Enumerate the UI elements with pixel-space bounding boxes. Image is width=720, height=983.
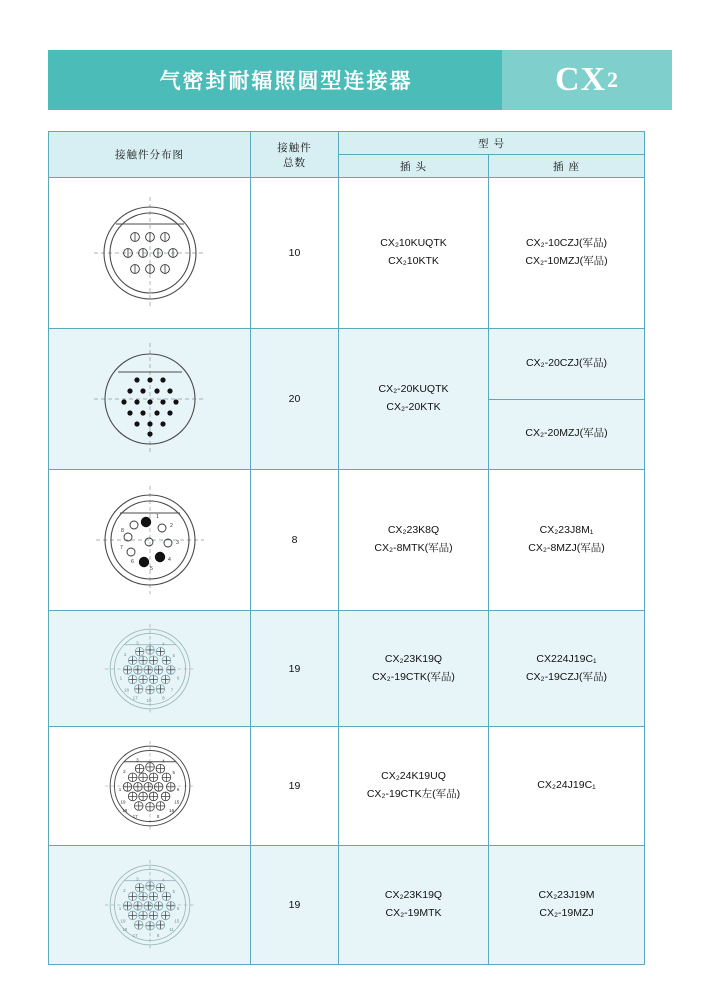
socket-model-cell [489,846,645,965]
product-code-badge [502,50,672,110]
connector-diagram-20 [49,329,250,469]
svg-text:5: 5 [172,652,175,658]
svg-text:7: 7 [170,687,173,693]
svg-text:8: 8 [120,528,124,534]
table-row [49,178,645,329]
socket-model-cell [489,329,645,400]
socket-model-line: CX₂-20CZJ(军品) [525,356,608,369]
svg-text:19: 19 [120,799,126,805]
table-body [49,178,645,965]
table-row [49,329,645,400]
header-row-1 [49,132,645,155]
connector-diagram-cell-4 [49,611,251,727]
header-picture: 接触件分布图 [49,132,251,178]
svg-text:18: 18 [123,687,129,693]
plug-model-cell [339,611,489,727]
plug-model-line: CX₂-20KTK [386,401,441,413]
plug-model-line: CX₂10KTK [388,255,439,267]
header-plug: 插 头 [339,155,489,178]
plug-model-cell [339,846,489,965]
contact-count-cell: 19 [251,611,339,727]
svg-text:7: 7 [119,545,123,551]
svg-text:8: 8 [161,694,165,700]
svg-text:19: 19 [120,918,126,924]
plug-model-line: CX₂-19MTK [385,907,442,919]
connector-diagram-cell-1 [49,178,251,329]
svg-text:16: 16 [168,808,174,813]
header-count-line2: 总数 [283,156,306,169]
svg-text:8: 8 [156,814,159,820]
svg-text:4: 4 [167,557,171,563]
plug-model-cell [339,727,489,846]
connector-diagram-cell-2 [49,329,251,470]
plug-model-cell [339,329,489,470]
connector-diagram-cell-5 [49,727,251,846]
plug-model-cell [339,470,489,611]
svg-text:6: 6 [176,787,179,793]
socket-model-line: CX₂-8MZJ(军品) [528,542,605,554]
svg-text:5: 5 [149,566,153,572]
plug-model-line: CX₂23K8Q [387,524,440,537]
svg-text:6: 6 [176,906,179,912]
plug-model-cell [339,178,489,329]
socket-model-line: CX₂-10MZJ(军品) [525,255,608,267]
socket-model-line: CX₂23J19M [538,889,595,902]
svg-text:6: 6 [176,674,179,680]
svg-text:8: 8 [156,933,159,939]
connector-diagram-cell-6 [49,846,251,965]
svg-text:1: 1 [119,674,122,680]
svg-text:4: 4 [161,641,165,647]
svg-text:18: 18 [121,927,127,932]
page-title: 气密封耐辐照圆型连接器 [159,70,413,93]
svg-text:17: 17 [132,694,138,700]
header-count-line1: 接触件 [277,141,312,154]
socket-model-line: CX₂24J19C₁ [537,779,596,792]
svg-text:11: 11 [168,927,174,932]
connector-diagram-8 [49,470,250,610]
svg-text:18: 18 [121,808,127,813]
socket-model-cell [489,727,645,846]
connector-diagram-10 [49,178,250,328]
svg-text:6: 6 [130,559,134,565]
svg-text:16: 16 [146,697,152,703]
table-row [49,470,645,611]
svg-text:4: 4 [161,877,165,883]
svg-text:17: 17 [132,814,138,820]
svg-text:3: 3 [175,540,179,546]
table-row [49,727,645,846]
product-code-main: CX [554,61,607,98]
socket-model-line: CX₂23J8M₁ [539,524,594,537]
table-row [49,846,645,965]
socket-model-cell [489,178,645,329]
svg-text:2: 2 [169,523,173,529]
svg-text:17: 17 [132,933,138,939]
socket-model-line: CX224J19C₁ [536,652,597,665]
svg-text:15: 15 [173,799,179,805]
plug-model-line: CX₂23K19Q [384,889,443,902]
plug-model-line: CX₂10KUQTK [380,237,447,250]
svg-text:3: 3 [135,640,139,646]
table-row [49,611,645,727]
connector-diagram-19-a [49,611,250,726]
plug-model-line: CX₂24K19UQ [381,770,446,783]
connector-diagram-19-b [49,727,250,845]
svg-text:3: 3 [135,757,139,763]
header-socket: 插 座 [489,155,645,178]
plug-model-line: CX₂-8MTK(军品) [374,542,453,554]
table-head [49,132,645,178]
socket-model-cell [489,399,645,470]
connector-diagram-cell-3 [49,470,251,611]
spec-table [48,131,645,965]
svg-text:1: 1 [155,514,159,520]
svg-text:1: 1 [118,906,121,912]
contact-count-cell: 8 [251,470,339,611]
svg-text:2: 2 [122,769,126,774]
svg-text:2: 2 [123,651,127,657]
contact-count-cell: 19 [251,727,339,846]
contact-count-cell: 20 [251,329,339,470]
socket-model-line: CX₂-19CZJ(军品) [525,670,608,683]
socket-model-line: CX₂-10CZJ(军品) [525,237,608,250]
plug-model-line: CX₂-19CTK左(军品) [366,788,461,800]
socket-model-cell [489,611,645,727]
svg-text:2: 2 [122,888,126,893]
svg-text:4: 4 [161,758,165,764]
connector-diagram-19-c [49,846,250,964]
header-model-group: 型 号 [339,132,645,155]
contact-count-cell: 19 [251,846,339,965]
svg-text:5: 5 [172,888,175,894]
socket-model-line: CX₂-19MZJ [539,907,594,919]
svg-text:5: 5 [172,769,175,775]
contact-count-cell: 10 [251,178,339,329]
plug-model-line: CX₂-19CTK(军品) [372,670,455,683]
svg-text:15: 15 [173,918,179,924]
socket-model-line: CX₂-20MZJ(军品) [525,427,608,440]
socket-model-cell [489,470,645,611]
header-count [251,132,339,178]
svg-text:1: 1 [118,787,121,793]
product-code-sub: 2 [607,67,620,92]
plug-model-line: CX₂-20KUQTK [378,383,449,396]
plug-model-line: CX₂23K19Q [384,652,443,665]
svg-text:3: 3 [135,876,139,882]
header-banner [48,50,672,110]
